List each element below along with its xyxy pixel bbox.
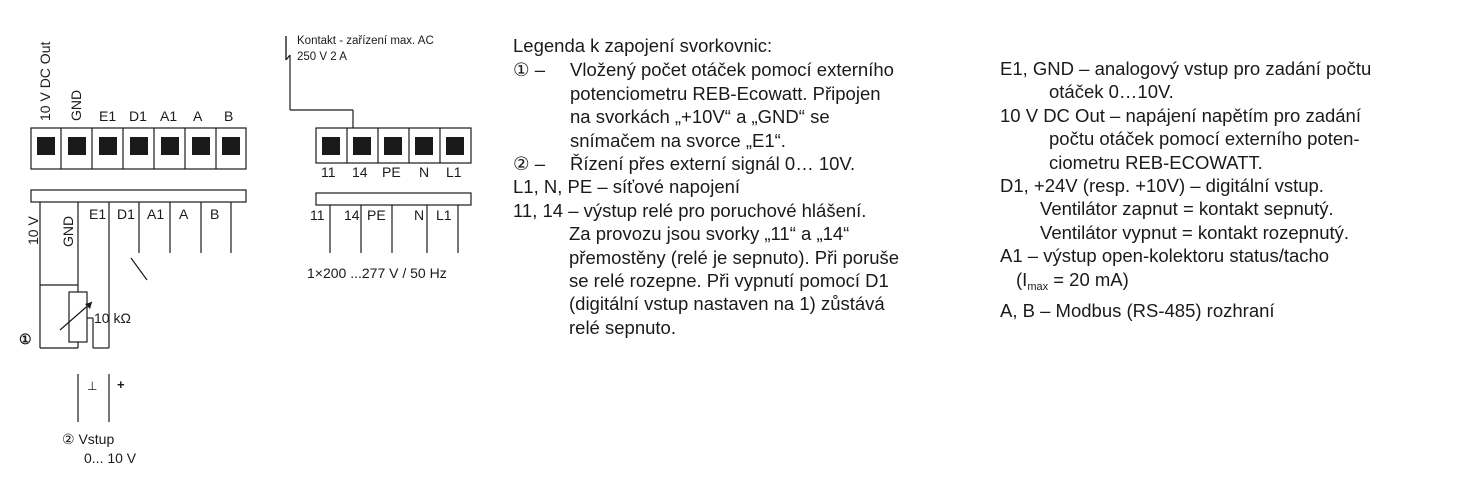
label-e1-top: E1	[99, 108, 117, 124]
label-a-top: A	[193, 108, 203, 124]
legend-item-a1	[1000, 244, 1465, 267]
label-gnd-top: GND	[68, 89, 84, 121]
legend-a1-text: – výstup open-kolektoru status/tacho	[1022, 245, 1330, 267]
legend-item-ab	[1000, 299, 1465, 322]
legend-relay-line-5: relé sepnuto.	[569, 316, 676, 338]
legend-item-2-mark: ② –	[513, 153, 546, 175]
legend-e1-line-2: otáček 0…10V.	[1049, 81, 1174, 103]
potentiometer	[69, 292, 87, 342]
legend-item-relay	[513, 199, 983, 222]
legend-d1-line-2: Ventilátor zapnut = kontakt sepnutý.	[1040, 198, 1334, 220]
supply-label: 1×200 ...277 V / 50 Hz	[307, 265, 447, 281]
legend-item-1-line-3: na svorkách „+10V“ a „GND“ se	[570, 106, 830, 128]
label-pe-top: PE	[382, 164, 401, 180]
label-a-bottom: A	[179, 206, 189, 222]
legend-item-1	[513, 58, 983, 81]
legend-relay-line-2: přemostěny (relé je sepnuto). Při poruše	[569, 246, 900, 268]
label-14-top: 14	[352, 164, 368, 180]
label-a1-top: A1	[160, 108, 178, 124]
legend-e1-text: – analogový vstup pro zadání počtu	[1074, 58, 1372, 79]
legend-dc-text: – napájení napětím pro zadání	[1104, 104, 1361, 126]
legend-a1-line-2	[1000, 268, 1465, 299]
label-l1-bottom: L1	[436, 207, 452, 223]
label-n-bottom: N	[414, 207, 425, 223]
label-pe-bottom: PE	[367, 207, 386, 223]
legend-a1-key: A1	[1000, 245, 1023, 267]
legend-title: Legenda k zapojení svorkovnic:	[513, 35, 773, 56]
legend-dc-line-2: počtu otáček pomocí externího poten-	[1049, 128, 1360, 150]
legend-ab-text: – Modbus (RS-485) rozhraní	[1034, 300, 1275, 322]
marker-1: ①	[19, 331, 32, 347]
legend-item-1-line-4: snímačem na svorce „E1“.	[570, 129, 786, 151]
label-b-bottom: B	[210, 206, 220, 222]
wiring-diagram	[0, 0, 500, 477]
legend-d1-line-3: Ventilátor vypnut = kontakt rozepnutý.	[1040, 221, 1350, 243]
label-e1-bottom: E1	[89, 206, 107, 222]
legend-item-dc	[1000, 104, 1465, 127]
legend-relay-key: 11, 14	[513, 199, 564, 221]
label-d1-top: D1	[129, 108, 147, 124]
minus-symbol: ⊥	[87, 379, 98, 393]
label-10v-dc-out: 10 V DC Out	[37, 41, 53, 121]
legend-column-1	[513, 34, 983, 339]
legend-relay-line-3: se relé rozepne. Při vypnutí pomocí D1	[569, 270, 889, 292]
legend-item-1-mark: ① –	[513, 59, 546, 81]
legend-item-2-text: Řízení přes externí signál 0… 10V.	[570, 153, 856, 175]
legend-relay-text: – výstup relé pro poruchové hlášení.	[563, 199, 867, 221]
label-n-top: N	[419, 164, 430, 180]
legend-l1-key: L1, N, PE	[513, 176, 593, 198]
legend-relay-line-1: Za provozu jsou svorky „11“ a „14“	[569, 223, 850, 245]
legend-l1-text: – síťové napojení	[592, 176, 741, 198]
terminal-strip-bottom-right	[316, 193, 471, 205]
legend-dc-key: 10 V DC Out	[1000, 104, 1105, 126]
plus-symbol: +	[117, 377, 125, 392]
label-d1-bottom: D1	[117, 206, 135, 222]
legend-item-e1	[1000, 57, 1465, 80]
label-l1-top: L1	[446, 164, 462, 180]
label-11-bottom: 11	[310, 207, 325, 223]
legend-d1-key: D1, +24V (resp. +10V)	[1000, 175, 1186, 197]
legend-a1-line-2-sub: max	[1027, 280, 1049, 293]
legend-dc-line-3: ciometru REB-ECOWATT.	[1049, 151, 1263, 173]
label-b-top: B	[224, 108, 234, 124]
legend-ab-key: A, B	[1000, 300, 1035, 322]
legend-item-1-line-1: Vložený počet otáček pomocí externího	[570, 59, 894, 81]
contact-label-2: 250 V 2 A	[297, 51, 347, 63]
label-10v-bottom: 10 V	[25, 216, 41, 245]
legend-e1-key: E1, GND	[1000, 58, 1075, 79]
legend-item-1-line-2: potenciometru REB-Ecowatt. Připojen	[570, 82, 881, 104]
input-range: 0... 10 V	[84, 450, 137, 466]
input-label: ② Vstup	[62, 431, 115, 447]
contact-label-1: Kontakt - zařízení max. AC	[297, 35, 434, 47]
pot-label: 10 kΩ	[94, 310, 131, 326]
label-14-bottom: 14	[344, 207, 360, 223]
terminal-strip-bottom-left	[31, 190, 246, 202]
legend-item-2	[513, 152, 983, 175]
legend-relay-line-4: (digitální vstup nastaven na 1) zůstává	[569, 293, 885, 315]
label-gnd-bottom: GND	[60, 215, 76, 247]
legend-column-2	[1000, 57, 1465, 322]
legend-item-l1	[513, 175, 983, 198]
legend-d1-text: – digitální vstup.	[1185, 175, 1324, 197]
label-a1-bottom: A1	[147, 206, 165, 222]
legend-a1-line-2-post: = 20 mA)	[1048, 268, 1129, 290]
legend-a1-line-2-pre: (I	[1016, 268, 1028, 290]
label-11-top: 11	[321, 164, 336, 180]
legend-item-d1	[1000, 174, 1465, 197]
